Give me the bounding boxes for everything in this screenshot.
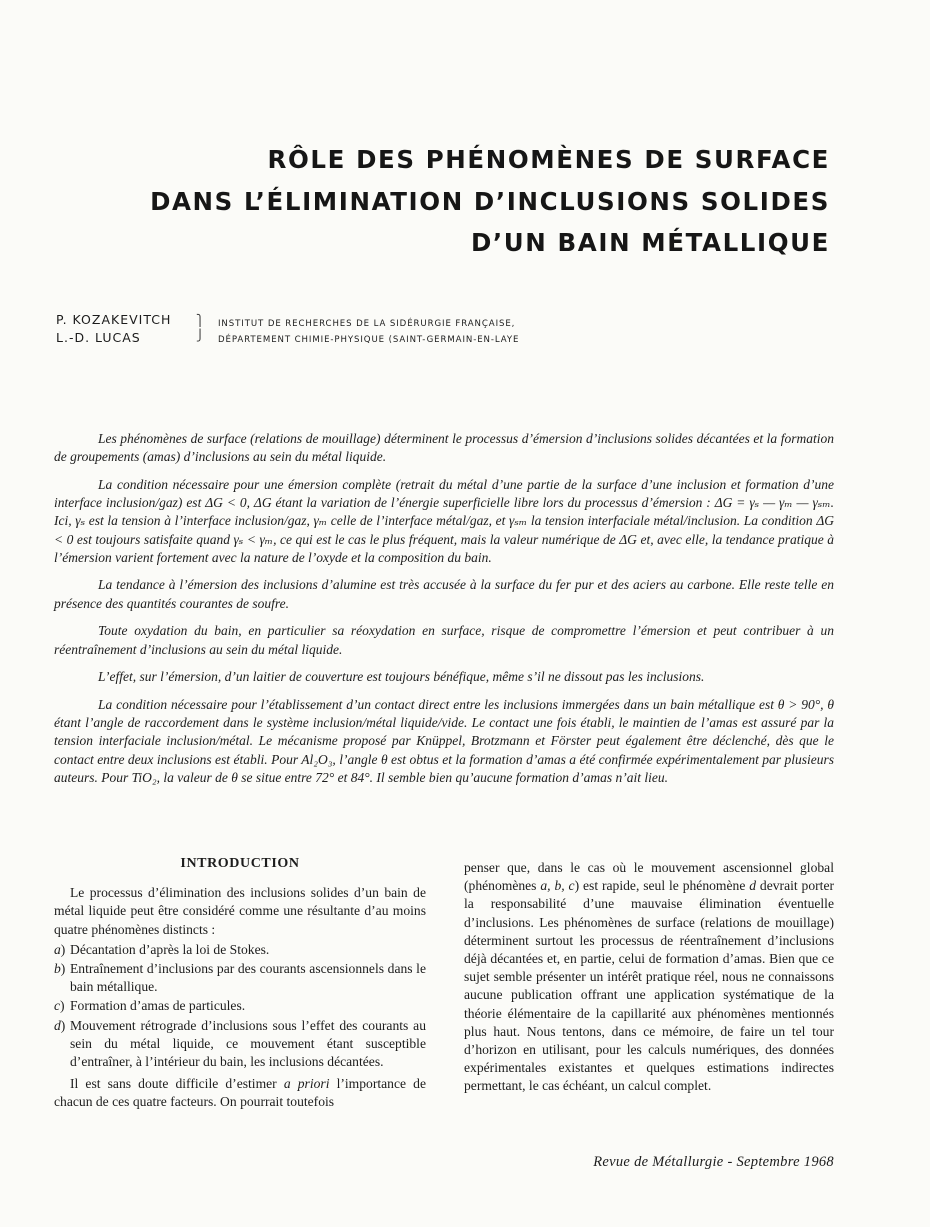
list-marker: c) [54,998,65,1014]
author-name: P. KOZAKEVITCH [56,312,172,327]
list-marker: b) [54,961,66,977]
body-paragraph: penser que, dans le cas où le mouvement ascensionnel global (phénomènes a, b, c) est rapide, seul le phénomène d devrait porter la responsabilité d’une mauvaise élimination éventuelle d’inclusions. Les phénomènes de surface (relations de mouillage) déterminent surtout les processus de réentraînement d’inclusions déjà décantées et, en partie, celui de formation d’amas. Bien que ce sujet semble présenter un intérêt pratique réel, nous ne connaissons aucune publication offrant une application systématique de la théorie élémentaire de la capillarité aux phénomènes mentionnés plus haut. Nous tentons, dans ce mémoire, de faire un tel tour d’horizon en utilisant, pour les calculs numériques, des données expérimentales existantes et quelques estimations indirectes permettant, le cas échéant, un calcul complet. [464,860,835,1094]
abstract-paragraph: La tendance à l’émersion des inclusions d’alumine est très accusée à la surface du fer pur et des aciers au carbone. Elle reste telle en présence des quantités courantes de soufre. [54,577,834,611]
abstract-paragraph: Toute oxydation du bain, en particulier sa réoxydation en surface, risque de compromettre l’émersion et peut contribuer à un réentraînement d’inclusions au sein du métal liquide. [54,623,834,657]
journal-footer: Revue de Métallurgie - Septembre 1968 [593,1154,834,1170]
title-line-2: DANS L’ÉLIMINATION D’INCLUSIONS SOLIDES [150,186,830,216]
title-line-3: D’UN BAIN MÉTALLIQUE [470,228,830,257]
body-paragraph: Il est sans doute difficile d’estimer a priori l’importance de chacun de ces quatre facteurs. On pourrait toutefois [54,1076,426,1110]
body-paragraph: Le processus d’élimination des inclusions solides d’un bain de métal liquide peut être considéré comme une résultante d’au moins quatre phénomènes distincts : [54,885,426,937]
author-name: L.-D. LUCAS [56,330,141,345]
abstract [54,430,834,796]
phenomena-list [54,941,426,1071]
abstract-paragraph: L’effet, sur l’émersion, d’un laitier de couverture est toujours bénéfique, même s’il ne dissout pas les inclusions. [98,669,705,685]
body-column-right [464,859,834,1096]
list-item [54,941,426,959]
article-title [150,139,830,264]
list-item-text: Formation d’amas de particules. [70,998,246,1014]
list-marker: a) [54,941,66,957]
affiliation [218,316,519,348]
list-item [54,960,426,996]
abstract-paragraph: La condition nécessaire pour l’établissement d’un contact direct entre les inclusions immergées dans un bain métallique est θ > 90°, θ étant l’angle de raccordement dans le système inclusion/métal liquide/vide. Le contact une fois établi, le maintien de l’amas est assuré par la tension interfaciale inclusion/métal. Le mécanisme proposé par Knüppel, Brotzmann et Förster peut également être déclenché, dès que le contact entre deux inclusions est établi. Pour Al₂O₃, l’angle θ est obtus et la formation d’amas a été confirmée expérimentalement par plusieurs auteurs. Pour TiO₂, la valeur de θ se situe entre 72° et 84°. Il semble bien qu’aucune formation d’amas n’ait lieu. [54,696,834,785]
abstract-paragraph: La condition nécessaire pour une émersion complète (retrait du métal d’une partie de la surface d’une inclusion et formation d’une interface inclusion/gaz) est ΔG < 0, ΔG étant la variation de l’énergie superficielle libre lors du processus d’émersion : ΔG = γₛ — γₘ — γₛₘ. Ici, γₛ est la tension à l’interface inclusion/gaz, γₘ celle de l’interface métal/gaz, et γₛₘ la tension interfaciale métal/inclusion. La condition ΔG < 0 est toujours satisfaite quand γₛ < γₘ, ce qui est le cas le plus fréquent, mais la valeur numérique de ΔG et, avec elle, la tendance pratique à l’émersion varient fortement avec la nature de l’oxyde et la composition du bain. [54,476,834,565]
list-item-text: Mouvement rétrograde d’inclusions sous l’effet des courants au sein du métal liquide, ce mouvement étant susceptible d’entraîner, à l’intérieur du bain, les inclusions décantées. [70,1017,426,1070]
list-marker: d) [54,1017,66,1033]
abstract-paragraph: Les phénomènes de surface (relations de mouillage) déterminent le processus d’émersion d’inclusions solides décantées et la formation de groupements (amas) d’inclusions au sein du métal liquide. [54,431,834,465]
brace-icon: ⎫ ⎭ [196,314,205,342]
author-list [56,311,171,347]
affiliation-line-1: INSTITUT DE RECHERCHES DE LA SIDÉRURGIE FRANÇAISE, [218,319,516,329]
list-item-text: Entraînement d’inclusions par des courants ascensionnels dans le bain métallique. [70,961,426,995]
body-column-left [54,855,426,1112]
affiliation-line-2: DÉPARTEMENT CHIMIE-PHYSIQUE (SAINT-GERMAIN-EN-LAYE [218,335,520,345]
section-heading: INTRODUCTION [180,856,300,871]
list-item [54,1017,426,1072]
title-line-1: RÔLE DES PHÉNOMÈNES DE SURFACE [267,145,830,174]
list-item [54,997,426,1015]
list-item-text: Décantation d’après la loi de Stokes. [70,941,270,957]
